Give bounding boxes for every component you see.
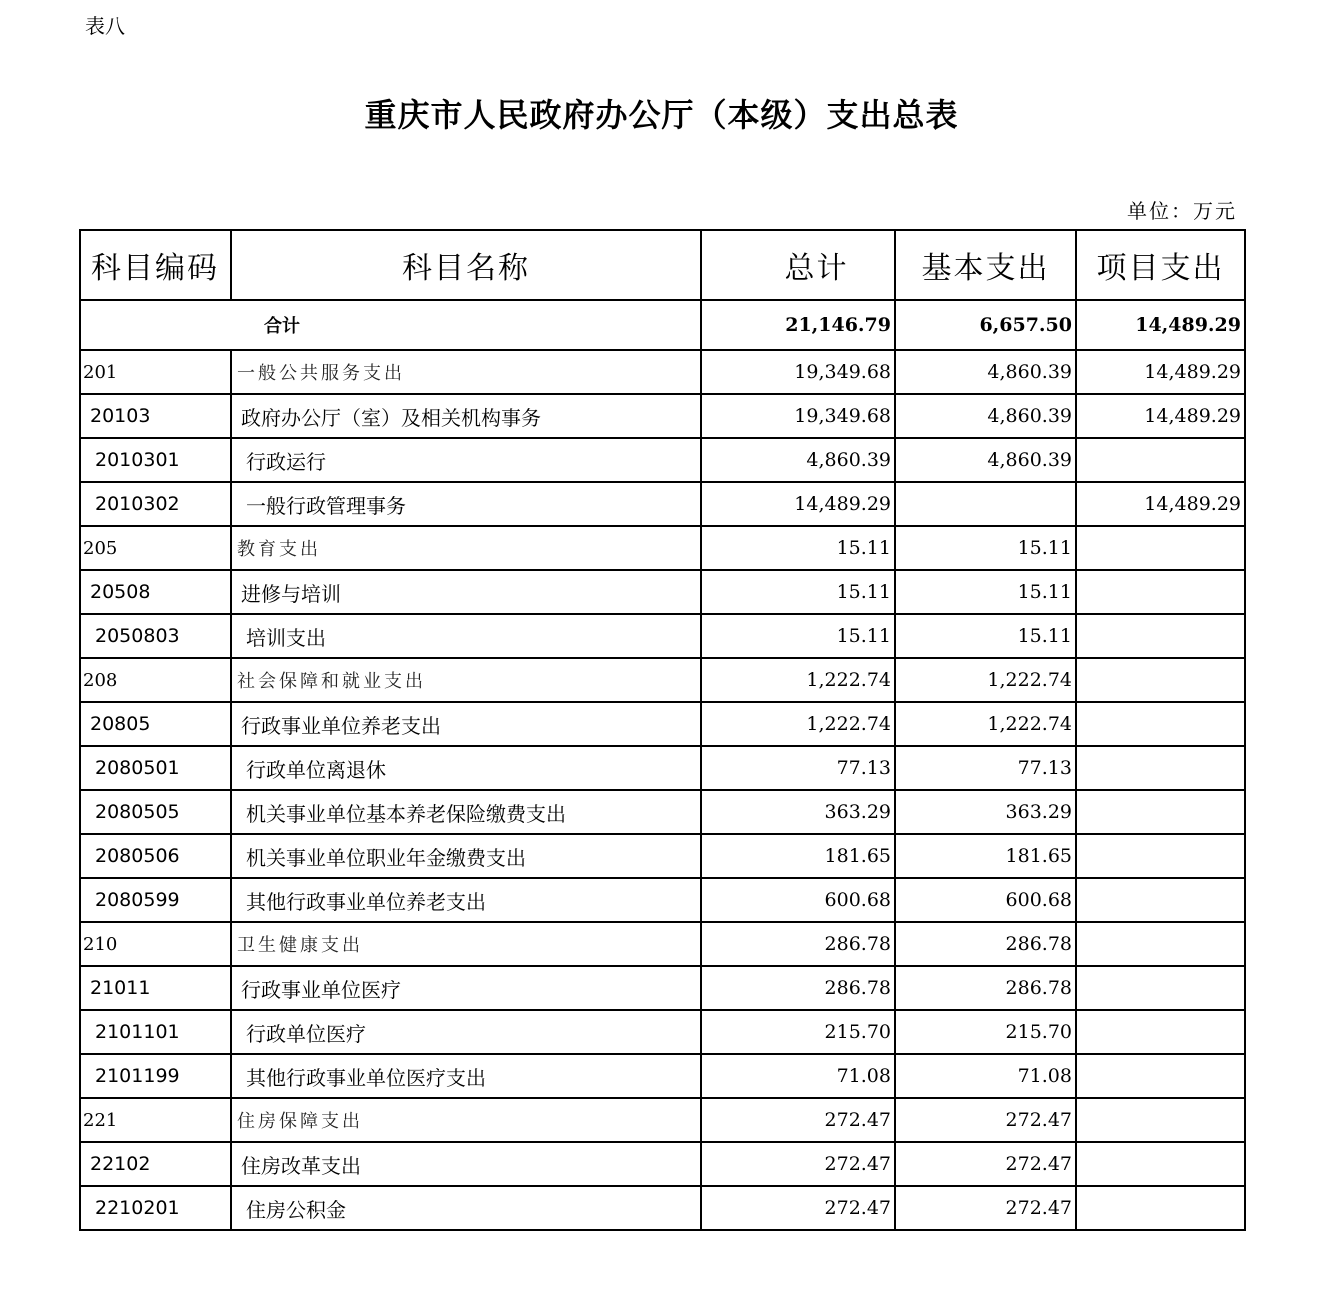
row-code: 201 bbox=[80, 350, 231, 394]
page-title: 重庆市人民政府办公厅（本级）支出总表 bbox=[364, 96, 959, 134]
row-code: 221 bbox=[80, 1098, 231, 1142]
row-code: 2080506 bbox=[80, 834, 231, 878]
table-row bbox=[80, 922, 1245, 966]
table-row bbox=[80, 702, 1245, 746]
row-name: 其他行政事业单位养老支出 bbox=[231, 878, 701, 922]
row-basic: 600.68 bbox=[895, 878, 1076, 922]
row-total: 1,222.74 bbox=[701, 658, 895, 702]
row-basic: 77.13 bbox=[895, 746, 1076, 790]
header-total: 总计 bbox=[701, 230, 895, 300]
row-name: 行政事业单位医疗 bbox=[231, 966, 701, 1010]
row-project bbox=[1076, 966, 1245, 1010]
row-project: 14,489.29 bbox=[1076, 394, 1245, 438]
row-total: 14,489.29 bbox=[701, 482, 895, 526]
row-project bbox=[1076, 746, 1245, 790]
row-basic: 15.11 bbox=[895, 526, 1076, 570]
row-project bbox=[1076, 878, 1245, 922]
row-name: 教育支出 bbox=[231, 526, 701, 570]
row-basic: 272.47 bbox=[895, 1142, 1076, 1186]
row-basic: 1,222.74 bbox=[895, 702, 1076, 746]
row-total: 77.13 bbox=[701, 746, 895, 790]
table-row bbox=[80, 570, 1245, 614]
row-code: 2050803 bbox=[80, 614, 231, 658]
row-basic: 4,860.39 bbox=[895, 438, 1076, 482]
summary-project: 14,489.29 bbox=[1076, 300, 1245, 350]
row-basic: 15.11 bbox=[895, 614, 1076, 658]
row-name: 住房改革支出 bbox=[231, 1142, 701, 1186]
row-project bbox=[1076, 438, 1245, 482]
row-project bbox=[1076, 1010, 1245, 1054]
summary-total: 21,146.79 bbox=[701, 300, 895, 350]
unit-label: 单位：万元 bbox=[1127, 199, 1237, 223]
summary-basic: 6,657.50 bbox=[895, 300, 1076, 350]
row-basic: 4,860.39 bbox=[895, 350, 1076, 394]
table-row bbox=[80, 1142, 1245, 1186]
row-name: 卫生健康支出 bbox=[231, 922, 701, 966]
row-code: 2080501 bbox=[80, 746, 231, 790]
row-name: 行政单位医疗 bbox=[231, 1010, 701, 1054]
row-code: 2101199 bbox=[80, 1054, 231, 1098]
row-project bbox=[1076, 1186, 1245, 1230]
table-row bbox=[80, 746, 1245, 790]
table-row bbox=[80, 614, 1245, 658]
row-basic: 1,222.74 bbox=[895, 658, 1076, 702]
row-name: 政府办公厅（室）及相关机构事务 bbox=[231, 394, 701, 438]
row-code: 2010302 bbox=[80, 482, 231, 526]
row-code: 2010301 bbox=[80, 438, 231, 482]
row-code: 20805 bbox=[80, 702, 231, 746]
row-project bbox=[1076, 922, 1245, 966]
row-basic: 272.47 bbox=[895, 1186, 1076, 1230]
row-code: 20103 bbox=[80, 394, 231, 438]
summary-row bbox=[80, 300, 1245, 350]
table-row bbox=[80, 834, 1245, 878]
row-project bbox=[1076, 526, 1245, 570]
row-project bbox=[1076, 834, 1245, 878]
row-code: 21011 bbox=[80, 966, 231, 1010]
row-project bbox=[1076, 658, 1245, 702]
row-project bbox=[1076, 790, 1245, 834]
row-project bbox=[1076, 614, 1245, 658]
table-row bbox=[80, 966, 1245, 1010]
row-basic: 71.08 bbox=[895, 1054, 1076, 1098]
row-name: 一般行政管理事务 bbox=[231, 482, 701, 526]
row-total: 15.11 bbox=[701, 570, 895, 614]
table-body bbox=[80, 300, 1245, 1230]
table-row bbox=[80, 1098, 1245, 1142]
row-code: 2080505 bbox=[80, 790, 231, 834]
row-name: 进修与培训 bbox=[231, 570, 701, 614]
row-project bbox=[1076, 1054, 1245, 1098]
row-name: 住房公积金 bbox=[231, 1186, 701, 1230]
table-row bbox=[80, 526, 1245, 570]
row-name: 行政运行 bbox=[231, 438, 701, 482]
row-code: 2101101 bbox=[80, 1010, 231, 1054]
table-row bbox=[80, 482, 1245, 526]
row-name: 住房保障支出 bbox=[231, 1098, 701, 1142]
row-basic: 286.78 bbox=[895, 966, 1076, 1010]
expenditure-table bbox=[79, 229, 1246, 1231]
row-total: 363.29 bbox=[701, 790, 895, 834]
table-row bbox=[80, 878, 1245, 922]
row-total: 71.08 bbox=[701, 1054, 895, 1098]
row-total: 181.65 bbox=[701, 834, 895, 878]
row-project bbox=[1076, 570, 1245, 614]
row-code: 210 bbox=[80, 922, 231, 966]
row-project bbox=[1076, 702, 1245, 746]
row-name: 培训支出 bbox=[231, 614, 701, 658]
table-row bbox=[80, 394, 1245, 438]
row-basic: 4,860.39 bbox=[895, 394, 1076, 438]
row-name: 机关事业单位职业年金缴费支出 bbox=[231, 834, 701, 878]
row-code: 205 bbox=[80, 526, 231, 570]
row-code: 208 bbox=[80, 658, 231, 702]
header-project: 项目支出 bbox=[1076, 230, 1245, 300]
row-basic: 286.78 bbox=[895, 922, 1076, 966]
table-row bbox=[80, 790, 1245, 834]
row-total: 272.47 bbox=[701, 1098, 895, 1142]
table-header-row bbox=[80, 230, 1245, 300]
row-basic: 181.65 bbox=[895, 834, 1076, 878]
row-total: 19,349.68 bbox=[701, 394, 895, 438]
row-basic: 215.70 bbox=[895, 1010, 1076, 1054]
table-row bbox=[80, 1010, 1245, 1054]
row-project bbox=[1076, 1142, 1245, 1186]
row-total: 215.70 bbox=[701, 1010, 895, 1054]
table-row bbox=[80, 658, 1245, 702]
row-total: 15.11 bbox=[701, 526, 895, 570]
table-row bbox=[80, 1054, 1245, 1098]
row-code: 22102 bbox=[80, 1142, 231, 1186]
row-total: 1,222.74 bbox=[701, 702, 895, 746]
row-total: 272.47 bbox=[701, 1186, 895, 1230]
table-number-label: 表八 bbox=[85, 14, 125, 38]
header-code: 科目编码 bbox=[80, 230, 231, 300]
table-row bbox=[80, 1186, 1245, 1230]
row-total: 15.11 bbox=[701, 614, 895, 658]
row-name: 机关事业单位基本养老保险缴费支出 bbox=[231, 790, 701, 834]
row-basic: 363.29 bbox=[895, 790, 1076, 834]
row-project bbox=[1076, 1098, 1245, 1142]
row-name: 社会保障和就业支出 bbox=[231, 658, 701, 702]
row-total: 272.47 bbox=[701, 1142, 895, 1186]
table-row bbox=[80, 350, 1245, 394]
row-project: 14,489.29 bbox=[1076, 350, 1245, 394]
row-total: 19,349.68 bbox=[701, 350, 895, 394]
row-code: 2080599 bbox=[80, 878, 231, 922]
row-total: 286.78 bbox=[701, 966, 895, 1010]
row-basic: 15.11 bbox=[895, 570, 1076, 614]
row-name: 行政事业单位养老支出 bbox=[231, 702, 701, 746]
row-project: 14,489.29 bbox=[1076, 482, 1245, 526]
row-name: 行政单位离退休 bbox=[231, 746, 701, 790]
header-name: 科目名称 bbox=[231, 230, 701, 300]
summary-label: 合计 bbox=[80, 300, 701, 350]
row-code: 2210201 bbox=[80, 1186, 231, 1230]
row-basic bbox=[895, 482, 1076, 526]
row-total: 4,860.39 bbox=[701, 438, 895, 482]
row-name: 一般公共服务支出 bbox=[231, 350, 701, 394]
row-total: 600.68 bbox=[701, 878, 895, 922]
row-basic: 272.47 bbox=[895, 1098, 1076, 1142]
header-basic: 基本支出 bbox=[895, 230, 1076, 300]
row-total: 286.78 bbox=[701, 922, 895, 966]
table-row bbox=[80, 438, 1245, 482]
row-code: 20508 bbox=[80, 570, 231, 614]
row-name: 其他行政事业单位医疗支出 bbox=[231, 1054, 701, 1098]
